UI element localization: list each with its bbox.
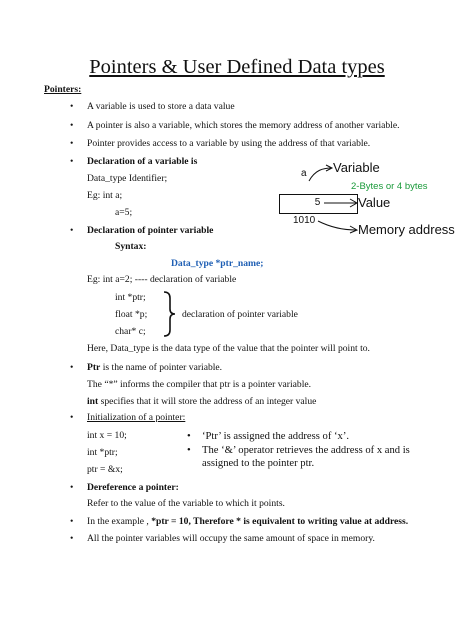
callout-bullet: • xyxy=(187,445,191,456)
init-code-2: int *ptr; xyxy=(87,447,118,458)
bullet-marker: • xyxy=(70,362,74,373)
declaration-variable-heading: Declaration of a variable is xyxy=(87,156,198,167)
arrow-to-address-icon xyxy=(316,218,361,236)
section-heading-pointers: Pointers: xyxy=(44,84,82,95)
pointer-note: Here, Data_type is the data type of the value that the pointer will point to. xyxy=(87,343,370,354)
declaration-assignment-line: a=5; xyxy=(115,207,133,218)
bullet-text-2: A pointer is also a variable, which stores the memory address of another variable. xyxy=(87,120,400,131)
diagram-var-name: a xyxy=(301,168,307,179)
diagram-size-label: 2-Bytes or 4 bytes xyxy=(351,181,428,192)
declaration-syntax-line: Data_type Identifier; xyxy=(87,173,168,184)
bullet-marker: • xyxy=(70,412,74,423)
init-code-1: int x = 10; xyxy=(87,430,127,441)
diagram-address: 1010 xyxy=(293,215,316,226)
dereference-description: Refer to the value of the variable to which it points. xyxy=(87,498,285,509)
diagram-address-label: Memory address xyxy=(358,222,455,237)
bullet-text-10: All the pointer variables will occupy the same amount of space in memory. xyxy=(87,533,375,544)
bullet-marker: • xyxy=(70,533,74,544)
page-title: Pointers & User Defined Data types xyxy=(89,56,385,78)
callout-line-2b: assigned to the pointer ptr. xyxy=(202,458,315,469)
curly-brace-icon xyxy=(160,290,180,340)
bullet-marker: • xyxy=(70,138,74,149)
bullet-marker: • xyxy=(70,101,74,112)
bullet-marker: • xyxy=(70,482,74,493)
ptr-keyword: Ptr xyxy=(87,362,101,373)
dereference-heading: Dereference a pointer: xyxy=(87,482,179,493)
bullet-text-1: A variable is used to store a data value xyxy=(87,101,235,112)
ptr-name-rest: is the name of pointer variable. xyxy=(100,362,223,373)
syntax-label: Syntax: xyxy=(115,241,147,252)
diagram-variable-label: Variable xyxy=(333,160,380,175)
initialization-heading: Initialization of a pointer: xyxy=(87,412,186,423)
diagram-value-label: Value xyxy=(358,195,391,210)
bullet-marker: • xyxy=(70,120,74,131)
pointer-example-line: Eg: int a=2; ---- declaration of variable xyxy=(87,274,237,285)
pointer-declaration-heading: Declaration of pointer variable xyxy=(87,225,214,236)
int-keyword: int xyxy=(87,396,99,407)
bullet-marker: • xyxy=(70,516,74,527)
asterisk-info-line: The “*” informs the compiler that ptr is a pointer variable. xyxy=(87,379,312,390)
int-info-rest: specifies that it will store the address of an integer value xyxy=(98,396,317,407)
ptr-name-line xyxy=(87,362,222,373)
declaration-example-line: Eg: int a; xyxy=(87,190,123,201)
example-line xyxy=(87,516,408,527)
example-bold: *ptr = 10, Therefore * is equivalent to writing value at address. xyxy=(151,516,409,527)
callout-bullet: • xyxy=(187,431,191,442)
brace-label: declaration of pointer variable xyxy=(182,309,298,320)
callout-line-2a: The ‘&’ operator retrieves the address of x and is xyxy=(202,445,410,456)
bullet-text-3: Pointer provides access to a variable by using the address of that variable. xyxy=(87,138,371,149)
example-prefix: In the example , xyxy=(87,516,152,527)
arrow-to-variable-icon xyxy=(305,162,335,184)
callout-line-1: ‘Ptr’ is assigned the address of ‘x’. xyxy=(202,431,350,442)
init-code-3: ptr = &x; xyxy=(87,464,123,475)
pointer-decl-int: int *ptr; xyxy=(115,292,146,303)
arrow-to-value-icon xyxy=(322,197,362,209)
bullet-marker: • xyxy=(70,156,74,167)
pointer-decl-float: float *p; xyxy=(115,309,148,320)
int-info-line xyxy=(87,396,316,407)
pointer-decl-char: char* c; xyxy=(115,326,146,337)
pointer-syntax: Data_type *ptr_name; xyxy=(171,258,264,269)
bullet-marker: • xyxy=(70,225,74,236)
memory-cell-value: 5 xyxy=(314,197,321,208)
